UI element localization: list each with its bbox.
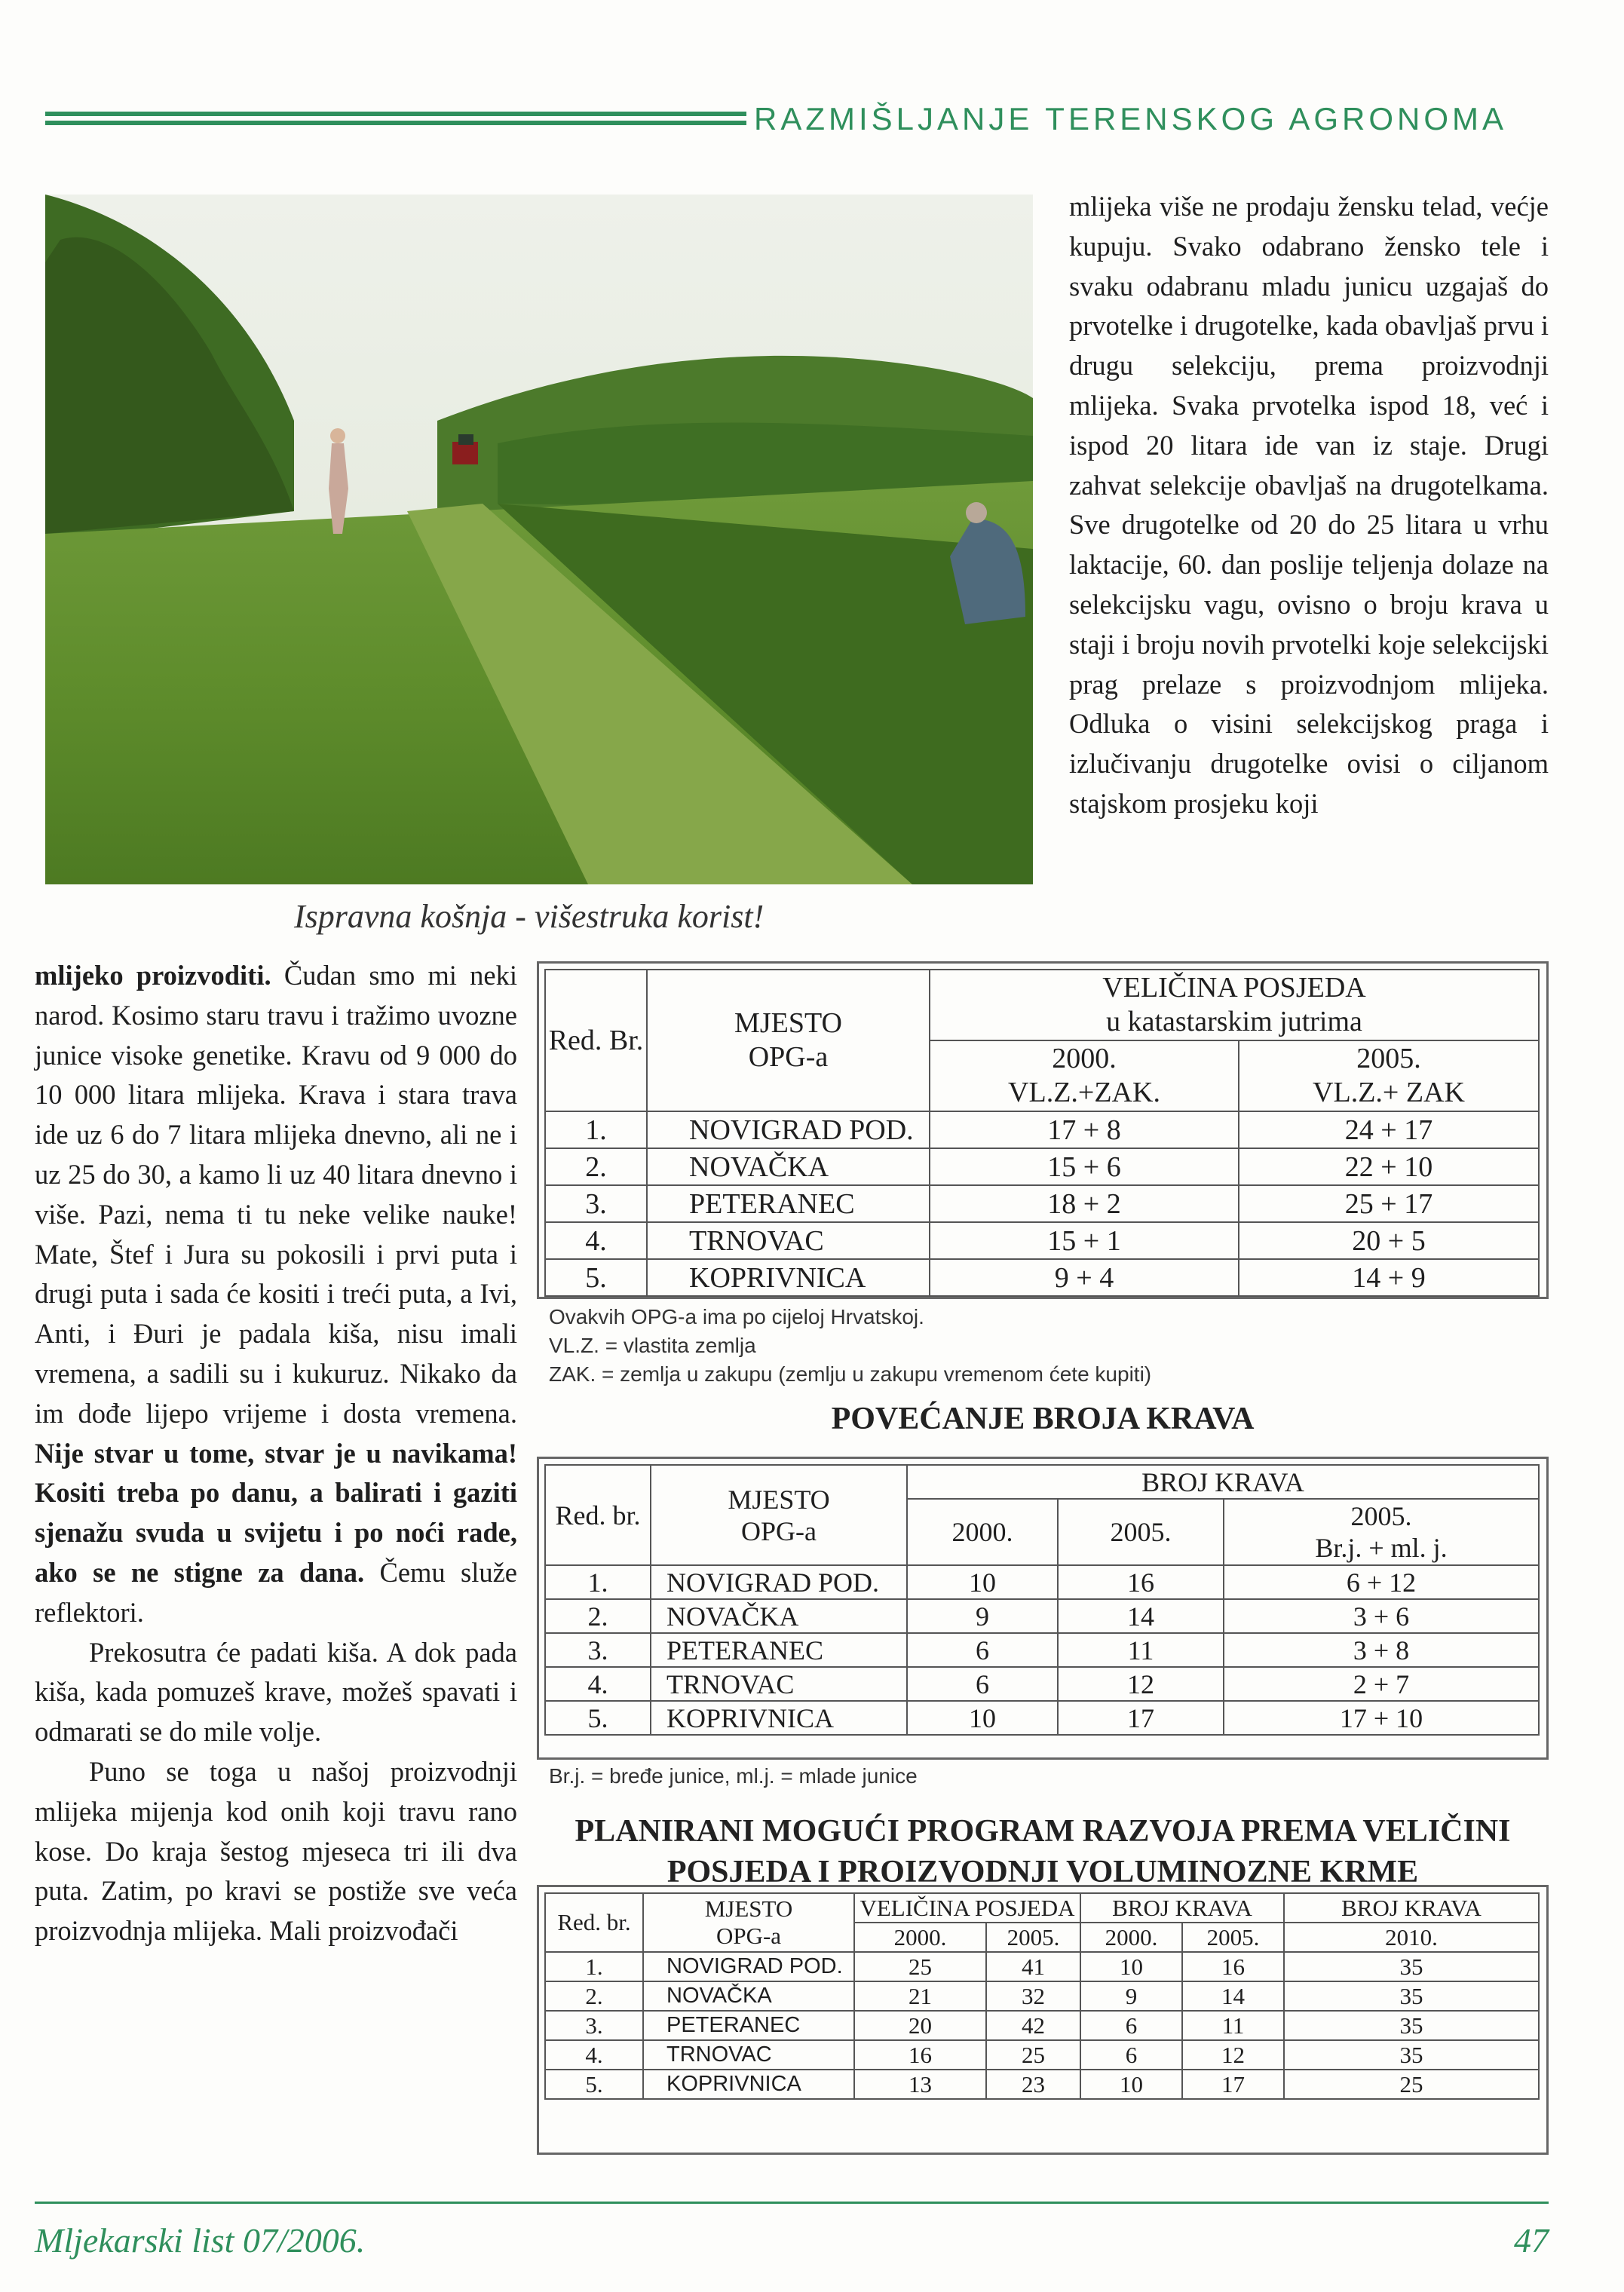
table-cell: 6 xyxy=(1080,2011,1182,2040)
table-cell: 4. xyxy=(545,1667,651,1701)
table-cell: 10 xyxy=(1080,2070,1182,2099)
cow-count-table xyxy=(544,1464,1540,1736)
table-cell: NOVIGRAD POD. xyxy=(647,1111,930,1148)
land-size-table xyxy=(544,969,1540,1297)
table-cell: 16 xyxy=(1058,1565,1224,1599)
table-cell: 2000. xyxy=(1080,1923,1182,1952)
table-cell: TRNOVAC xyxy=(647,1222,930,1259)
photo-caption: Ispravna košnja - višestruka korist! xyxy=(294,898,765,935)
table-cell: 1. xyxy=(545,1565,651,1599)
table-cell: 5. xyxy=(545,1259,647,1296)
table-cell: PETERANEC xyxy=(643,2011,854,2040)
table-cell: 35 xyxy=(1284,2040,1539,2070)
table-row xyxy=(545,2070,1539,2099)
table-cell: PETERANEC xyxy=(647,1185,930,1222)
table-cell: 6 xyxy=(1080,2040,1182,2070)
table-cell: 11 xyxy=(1058,1633,1224,1667)
table-cell: 2000. xyxy=(854,1923,986,1952)
paragraph: mlijeka više ne prodaju žensku telad, većje kupuju. Svako odabrano žensko tele i svaku odabranu mladu junicu uzgajaš do prvotelke i drugotelke, kada obavljaš prvu i drugu selekciju, prema proizvodnji mlijeka. Svaka prvotelka ispod 18, već i ispod 20 litara ide van iz staje. Drugi zahvat selekcije obavljaš na drugotelkama. Sve drugotelke od 20 do 25 litara u vrhu laktacije, 60. dan poslije teljenja dolaze na selekcijsku vagu, ovisno o broju krava u staji i broju novih prvotelki koje selekcijski prag prelaze s proizvodnjom mlijeka. Odluka o visini selekcijskog praga i izlučivanju drugotelke ovisi o ciljanom stajskom prosjeku koji xyxy=(1069,191,1549,819)
table-row xyxy=(545,1667,1539,1701)
table-cell: 6 + 12 xyxy=(1224,1565,1539,1599)
table-row xyxy=(545,2011,1539,2040)
table-cell: 10 xyxy=(1080,1952,1182,1981)
table-cell: 9 xyxy=(907,1599,1058,1633)
table-cell: NOVAČKA xyxy=(651,1599,907,1633)
table-cell: 15 + 6 xyxy=(930,1148,1239,1185)
table-cell: 1. xyxy=(545,1952,643,1981)
table-cell: 10 xyxy=(907,1565,1058,1599)
note-line: Ovakvih OPG-a ima po cijeloj Hrvatskoj. xyxy=(549,1305,924,1328)
table-cell: KOPRIVNICA xyxy=(651,1701,907,1735)
col-header-2005b: 2005. Br.j. + ml. j. xyxy=(1224,1499,1539,1565)
note-line: ZAK. = zemlja u zakupu (zemlju u zakupu vremenom ćete kupiti) xyxy=(549,1362,1152,1386)
table-cell: 13 xyxy=(854,2070,986,2099)
table-cell: 9 + 4 xyxy=(930,1259,1239,1296)
table-cell: KOPRIVNICA xyxy=(643,2070,854,2099)
table2-heading: POVEĆANJE BROJA KRAVA xyxy=(831,1402,1255,1436)
right-column-text xyxy=(1069,187,1549,824)
table-cell: 14 xyxy=(1058,1599,1224,1633)
table-cell: 25 xyxy=(854,1952,986,1981)
table-cell: 25 xyxy=(986,2040,1080,2070)
table-row xyxy=(545,1148,1539,1185)
table-row xyxy=(545,1952,1539,1981)
note-line: VL.Z. = vlastita zemlja xyxy=(549,1334,756,1357)
table-cell: 1. xyxy=(545,1111,647,1148)
table-cell: 18 + 2 xyxy=(930,1185,1239,1222)
table-cell: KOPRIVNICA xyxy=(647,1259,930,1296)
table3-heading: PLANIRANI MOGUĆI PROGRAM RAZVOJA PREMA VELIČINI POSJEDA I PROIZVODNJI VOLUMINOZNE KRME xyxy=(575,1814,1511,1889)
table-row xyxy=(545,1633,1539,1667)
table-cell: 35 xyxy=(1284,2011,1539,2040)
table-cell: 2010. xyxy=(1284,1923,1539,1952)
table-cell: 4. xyxy=(545,1222,647,1259)
table-cell: 6 xyxy=(907,1667,1058,1701)
table-cell: 17 xyxy=(1182,2070,1284,2099)
table-cell: 17 + 10 xyxy=(1224,1701,1539,1735)
table-cell: 11 xyxy=(1182,2011,1284,2040)
table-cell: 23 xyxy=(986,2070,1080,2099)
table-cell: PETERANEC xyxy=(651,1633,907,1667)
header-rule xyxy=(45,112,746,134)
table-row xyxy=(545,1565,1539,1599)
journal-issue: Mljekarski list 07/2006. xyxy=(35,2221,366,2260)
col-header-2005: 2005. VL.Z.+ ZAK xyxy=(1239,1040,1539,1111)
table-cell: 10 xyxy=(907,1701,1058,1735)
col-header-velicina: VELIČINA POSJEDA xyxy=(854,1893,1080,1923)
table-row xyxy=(545,1111,1539,1148)
table-cell: 3 + 6 xyxy=(1224,1599,1539,1633)
paragraph: mlijeko proizvoditi. Čudan smo mi neki narod. Kosimo staru travu i tražimo uvozne junice visoke genetike. Kravu od 9 000 do 10 000 litara mlijeka. Krava i stara trava ide uz 6 do 7 litara mlijeka dnevno, ali ne i uz 25 do 30, a kamo li uz 40 litara dnevno i više. Pazi, nema ti tu neke velike nauke! Mate, Štef i Jura su pokosili i prvi puta i drugi puta i sada će kositi i treći puta, a Ivi, Anti, i Đuri je padala kiša, nisu imali vremena, a sadili su i kukuruz. Nikako da im dođe lijepo vrijeme i dosta vremena. Nije stvar u tome, stvar je u navikama! Kositi treba po danu, a balirati i gaziti sjenažu svuda u svijetu i po noći rade, ako se ne stigne za dana. Čemu služe reflektori. xyxy=(35,960,517,1628)
section-title: RAZMIŠLJANJE TERENSKOG AGRONOMA xyxy=(754,101,1508,136)
table-cell: NOVIGRAD POD. xyxy=(643,1952,854,1981)
table-cell: 24 + 17 xyxy=(1239,1111,1539,1148)
table-cell: 14 xyxy=(1182,1981,1284,2011)
table-row xyxy=(545,1185,1539,1222)
table-cell: 21 xyxy=(854,1981,986,2011)
col-header-2000: 2000. VL.Z.+ZAK. xyxy=(930,1040,1239,1111)
table-cell: 3 + 8 xyxy=(1224,1633,1539,1667)
left-column-text xyxy=(35,956,517,1951)
table-row xyxy=(545,1259,1539,1296)
table-cell: 25 xyxy=(1284,2070,1539,2099)
table-cell: TRNOVAC xyxy=(643,2040,854,2070)
development-plan-table xyxy=(544,1892,1540,2100)
col-header-red: Red. br. xyxy=(545,1465,651,1565)
table-row xyxy=(545,2040,1539,2070)
table-cell: 5. xyxy=(545,1701,651,1735)
table-cell: 20 + 5 xyxy=(1239,1222,1539,1259)
col-header-velicina: VELIČINA POSJEDA u katastarskim jutrima xyxy=(930,970,1539,1040)
table-cell: 25 + 17 xyxy=(1239,1185,1539,1222)
table2-note: Br.j. = bređe junice, ml.j. = mlade junice xyxy=(549,1764,918,1788)
page-number: 47 xyxy=(1514,2221,1549,2260)
table-row xyxy=(545,1599,1539,1633)
table-cell: 3. xyxy=(545,1633,651,1667)
col-header-2000: 2000. xyxy=(907,1499,1058,1565)
table-cell: 16 xyxy=(854,2040,986,2070)
table-cell: 12 xyxy=(1182,2040,1284,2070)
table-cell: NOVIGRAD POD. xyxy=(651,1565,907,1599)
col-header-mjesto: MJESTO OPG-a xyxy=(643,1893,854,1952)
table-cell: TRNOVAC xyxy=(651,1667,907,1701)
table-cell: 2005. xyxy=(986,1923,1080,1952)
table-row xyxy=(545,1701,1539,1735)
table-row xyxy=(545,1981,1539,2011)
table-cell: 32 xyxy=(986,1981,1080,2011)
table1-notes xyxy=(549,1303,1529,1389)
field-photo xyxy=(45,195,1033,884)
col-header-2005: 2005. xyxy=(1058,1499,1224,1565)
table-cell: 2. xyxy=(545,1599,651,1633)
table-row xyxy=(545,1222,1539,1259)
table-cell: 2. xyxy=(545,1981,643,2011)
table-cell: 17 + 8 xyxy=(930,1111,1239,1148)
col-header-broj: BROJ KRAVA xyxy=(907,1465,1539,1499)
table-cell: NOVAČKA xyxy=(643,1981,854,2011)
table-cell: 42 xyxy=(986,2011,1080,2040)
col-header-broj: BROJ KRAVA xyxy=(1080,1893,1284,1923)
col-header-red: Red. br. xyxy=(545,1893,643,1952)
table-cell: 15 + 1 xyxy=(930,1222,1239,1259)
table-cell: 2 + 7 xyxy=(1224,1667,1539,1701)
table-cell: 16 xyxy=(1182,1952,1284,1981)
col-header-mjesto: MJESTO OPG-a xyxy=(647,970,930,1111)
table-cell: 41 xyxy=(986,1952,1080,1981)
table-cell: 2. xyxy=(545,1148,647,1185)
table-cell: 35 xyxy=(1284,1952,1539,1981)
table-cell: 3. xyxy=(545,1185,647,1222)
paragraph: Puno se toga u našoj proizvodnji mlijeka mijenja kod onih koji travu rano kose. Do kraja šestog mjeseca tri ili dva puta. Zatim, po kravi se postiže sve veća proizvodnja mlijeka. Mali proizvođači xyxy=(35,1755,517,1947)
table-cell: 3. xyxy=(545,2011,643,2040)
table-cell: 22 + 10 xyxy=(1239,1148,1539,1185)
col-header-red: Red. Br. xyxy=(545,970,647,1111)
table-cell: 5. xyxy=(545,2070,643,2099)
table-cell: 4. xyxy=(545,2040,643,2070)
table-cell: NOVAČKA xyxy=(647,1148,930,1185)
col-header-mjesto: MJESTO OPG-a xyxy=(651,1465,907,1565)
table-cell: 35 xyxy=(1284,1981,1539,2011)
table-cell: 12 xyxy=(1058,1667,1224,1701)
paragraph: Prekosutra će padati kiša. A dok pada kiša, kada pomuzeš krave, možeš spavati i odmarati se do mile volje. xyxy=(35,1636,517,1748)
table-cell: 2005. xyxy=(1182,1923,1284,1952)
footer-rule xyxy=(35,2202,1549,2204)
col-header-broj2: BROJ KRAVA xyxy=(1284,1893,1539,1923)
table-cell: 6 xyxy=(907,1633,1058,1667)
table-cell: 9 xyxy=(1080,1981,1182,2011)
table-cell: 17 xyxy=(1058,1701,1224,1735)
table-cell: 20 xyxy=(854,2011,986,2040)
table-cell: 14 + 9 xyxy=(1239,1259,1539,1296)
